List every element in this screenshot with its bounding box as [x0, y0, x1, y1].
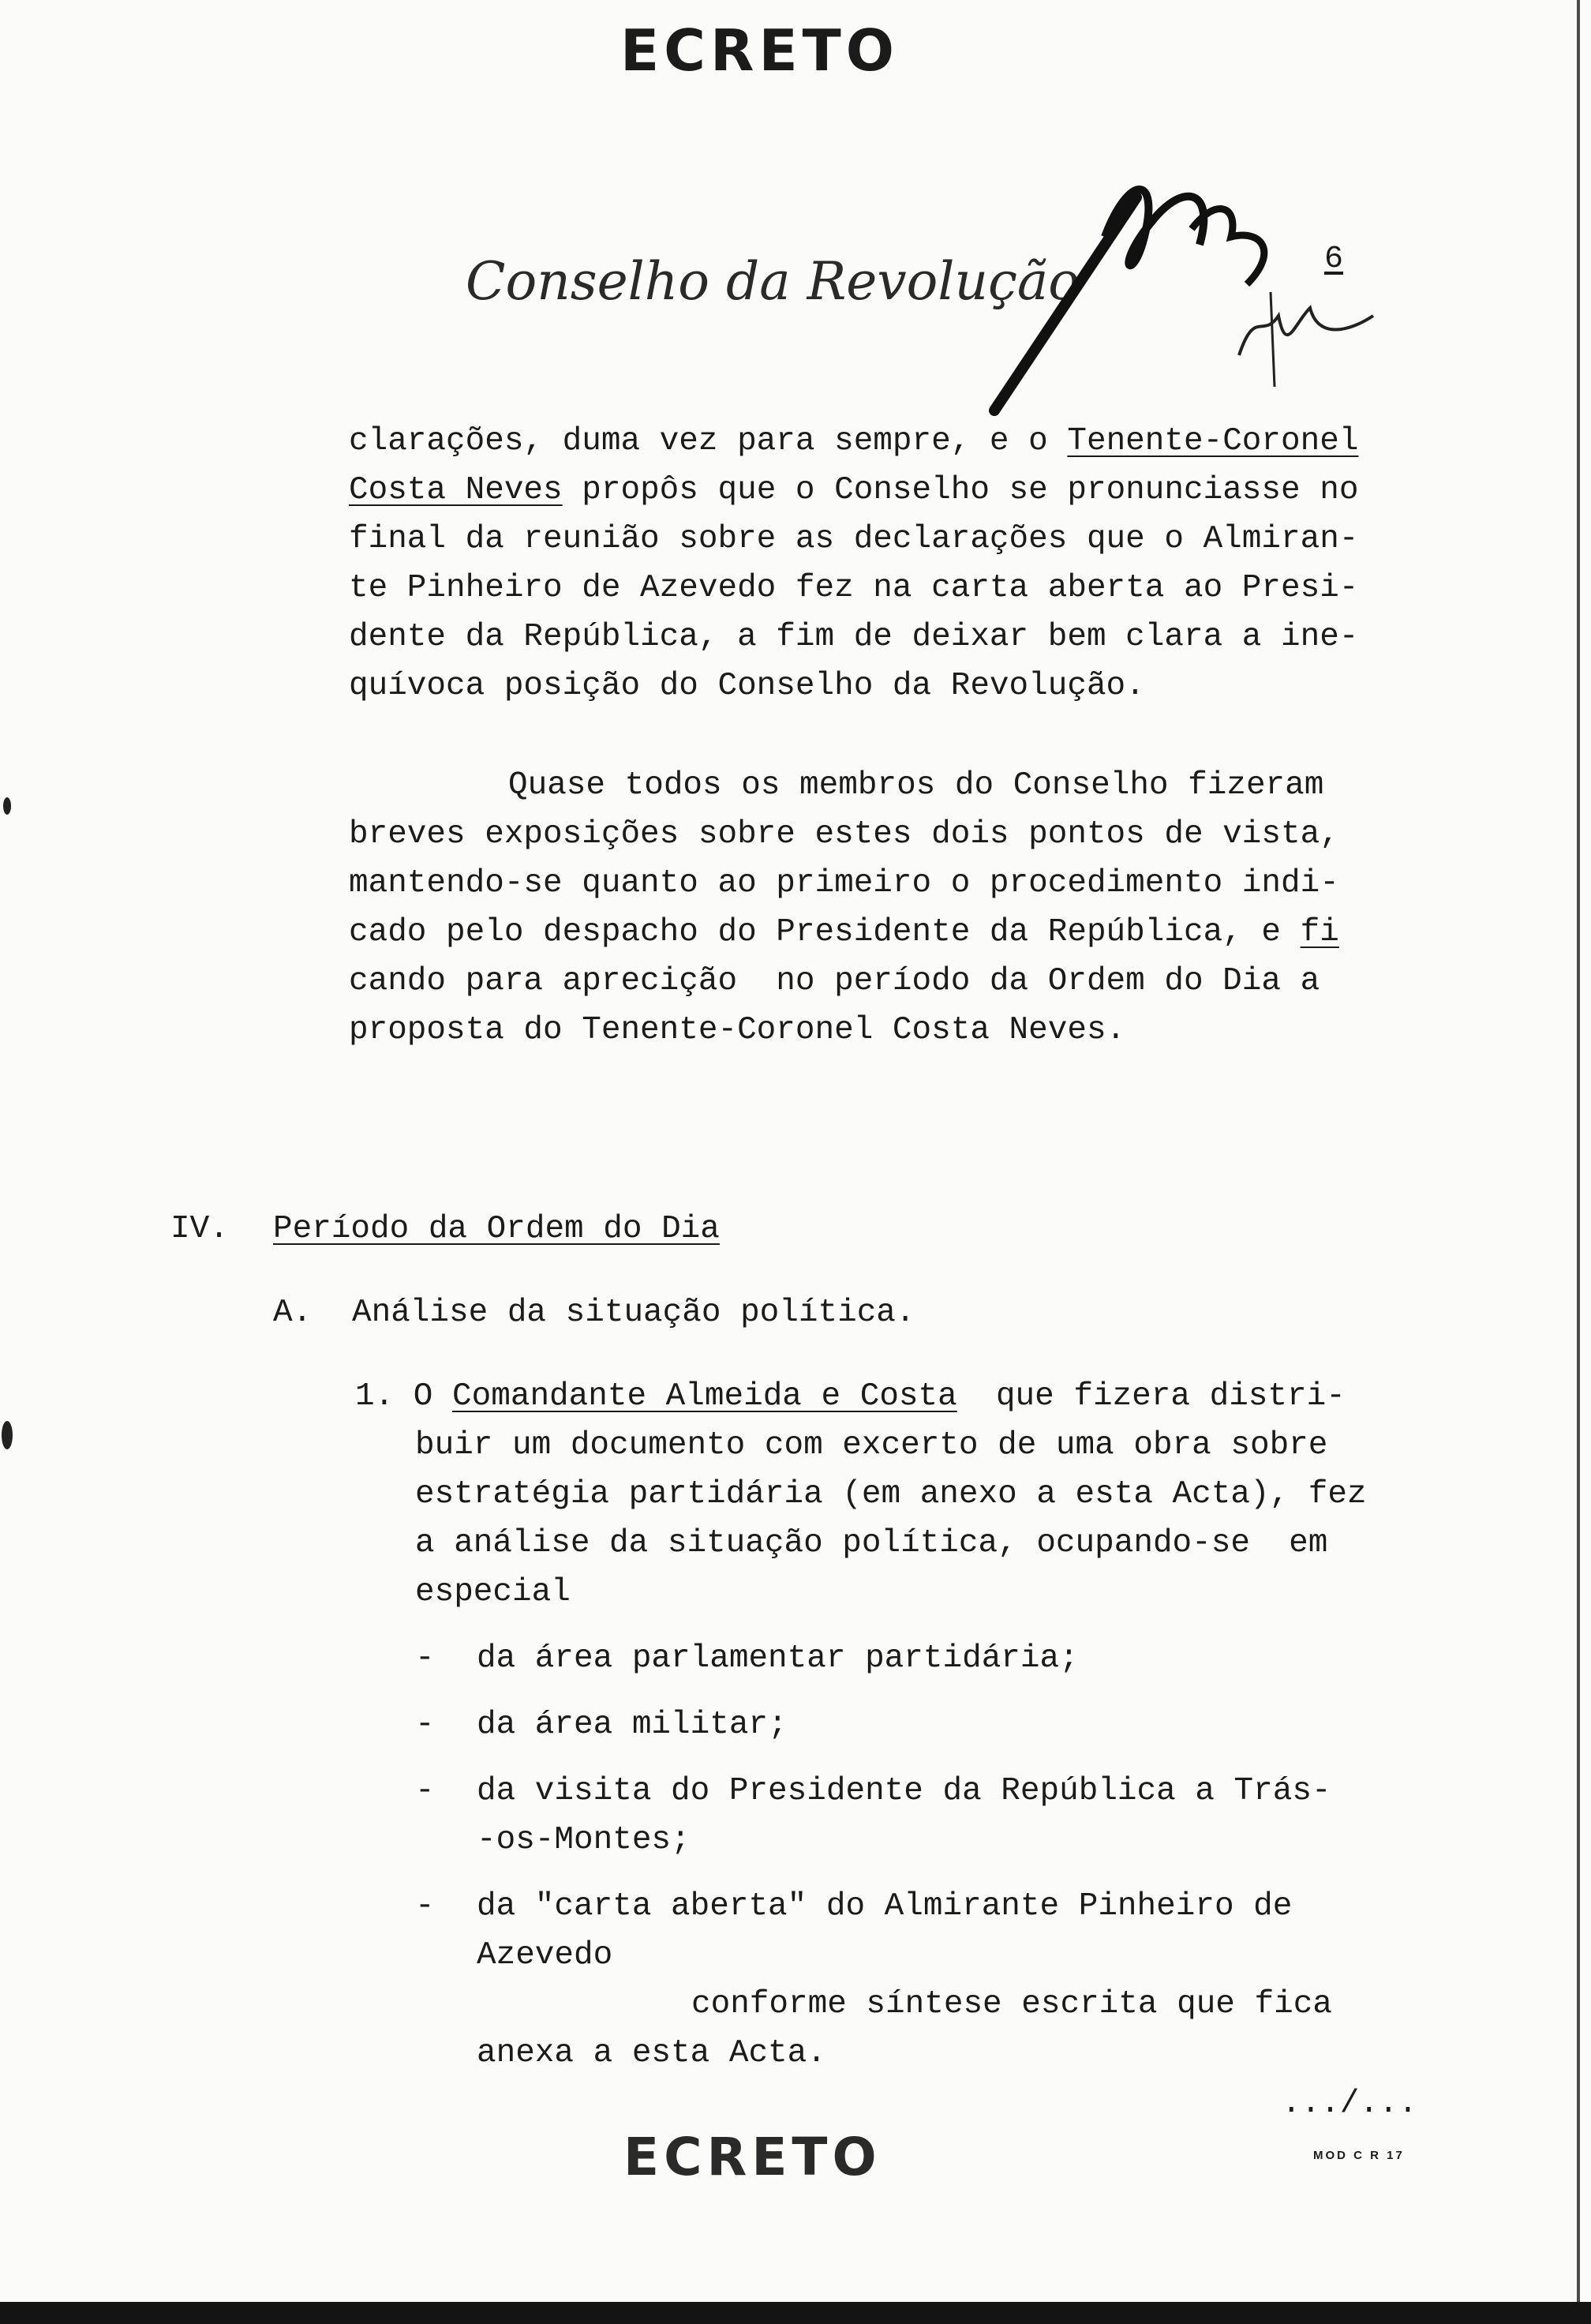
- closing-line-1: conforme síntese escrita que fica: [691, 1986, 1332, 2022]
- text-line: a análise da situação política, ocupando-se em: [415, 1525, 1328, 1561]
- text-line: mantendo-se quanto ao primeiro o procedimento indi-: [349, 865, 1339, 901]
- text-line: 1. O Comandante Almeida e Costa que fizera distri-: [355, 1378, 1346, 1415]
- punch-mark: [2, 1421, 13, 1449]
- handwritten-initials: [979, 150, 1421, 434]
- text-line: proposta do Tenente-Coronel Costa Neves.: [349, 1012, 1126, 1048]
- scan-edge-bottom: [0, 2302, 1591, 2324]
- text-line: te Pinheiro de Azevedo fez na carta aberta ao Presi-: [349, 570, 1359, 606]
- text-line: buir um documento com excerto de uma obra sobre: [415, 1427, 1328, 1464]
- scan-edge-right: [1577, 0, 1580, 2324]
- bullet-dash: -: [415, 1640, 435, 1677]
- text-line: cado pelo despacho do Presidente da República, e fi: [349, 914, 1339, 950]
- section-numeral: IV.: [170, 1211, 229, 1247]
- text-line: quívoca posição do Conselho da Revolução.: [349, 668, 1145, 704]
- bullet-text: da área parlamentar partidária;: [477, 1640, 1079, 1677]
- bullet-list: [415, 1634, 1331, 1980]
- list-item: [415, 1634, 1331, 1683]
- bullet-text: da "carta aberta" do Almirante Pinheiro de: [477, 1888, 1293, 1925]
- paragraph-2: [349, 761, 1339, 1055]
- list-item: [415, 1767, 1331, 1865]
- subsection-title: Análise da situação política.: [352, 1295, 915, 1331]
- item-1: [355, 1372, 1367, 1617]
- bullet-text: -os-Montes;: [477, 1822, 691, 1858]
- text-line: dente da República, a fim de deixar bem clara a ine-: [349, 619, 1359, 655]
- bullet-dash: -: [415, 1773, 435, 1809]
- bullet-text: da visita do Presidente da República a Trás-: [477, 1773, 1331, 1809]
- subsection-letter: A.: [273, 1295, 313, 1331]
- text-line: final da reunião sobre as declarações que o Almiran-: [349, 521, 1359, 557]
- text-line: cando para aprecição no período da Ordem do Dia a: [349, 963, 1320, 999]
- punch-mark: [3, 797, 11, 815]
- continuation-mark: .../...: [1282, 2086, 1418, 2122]
- list-item: [415, 1882, 1331, 1980]
- bullet-dash: -: [415, 1707, 435, 1743]
- text-line: estratégia partidária (em anexo a esta Acta), fez: [415, 1476, 1367, 1512]
- closing-line-2: anexa a esta Acta.: [477, 2035, 826, 2071]
- text-line: Quase todos os membros do Conselho fizeram: [508, 767, 1324, 804]
- text-line: especial: [415, 1574, 571, 1610]
- text-line: breves exposições sobre estes dois pontos de vista,: [349, 816, 1339, 853]
- footer-stamp: ECRETO: [623, 2127, 882, 2187]
- form-code: MOD C R 17: [1313, 2149, 1405, 2162]
- header-stamp: ECRETO: [620, 17, 899, 84]
- bullet-text: da área militar;: [477, 1707, 788, 1743]
- text-line: Costa Neves propôs que o Conselho se pronunciasse no: [349, 472, 1359, 508]
- paragraph-1: [349, 417, 1358, 710]
- list-item: [415, 1700, 1331, 1749]
- letterhead: Conselho da Revolução: [466, 251, 1080, 312]
- page-number: 6: [1324, 242, 1344, 277]
- bullet-dash: -: [415, 1888, 435, 1925]
- section-title: Período da Ordem do Dia: [273, 1211, 720, 1247]
- bullet-text: Azevedo: [477, 1937, 613, 1974]
- text-line: clarações, duma vez para sempre, e o Tenente-Coronel: [349, 423, 1359, 459]
